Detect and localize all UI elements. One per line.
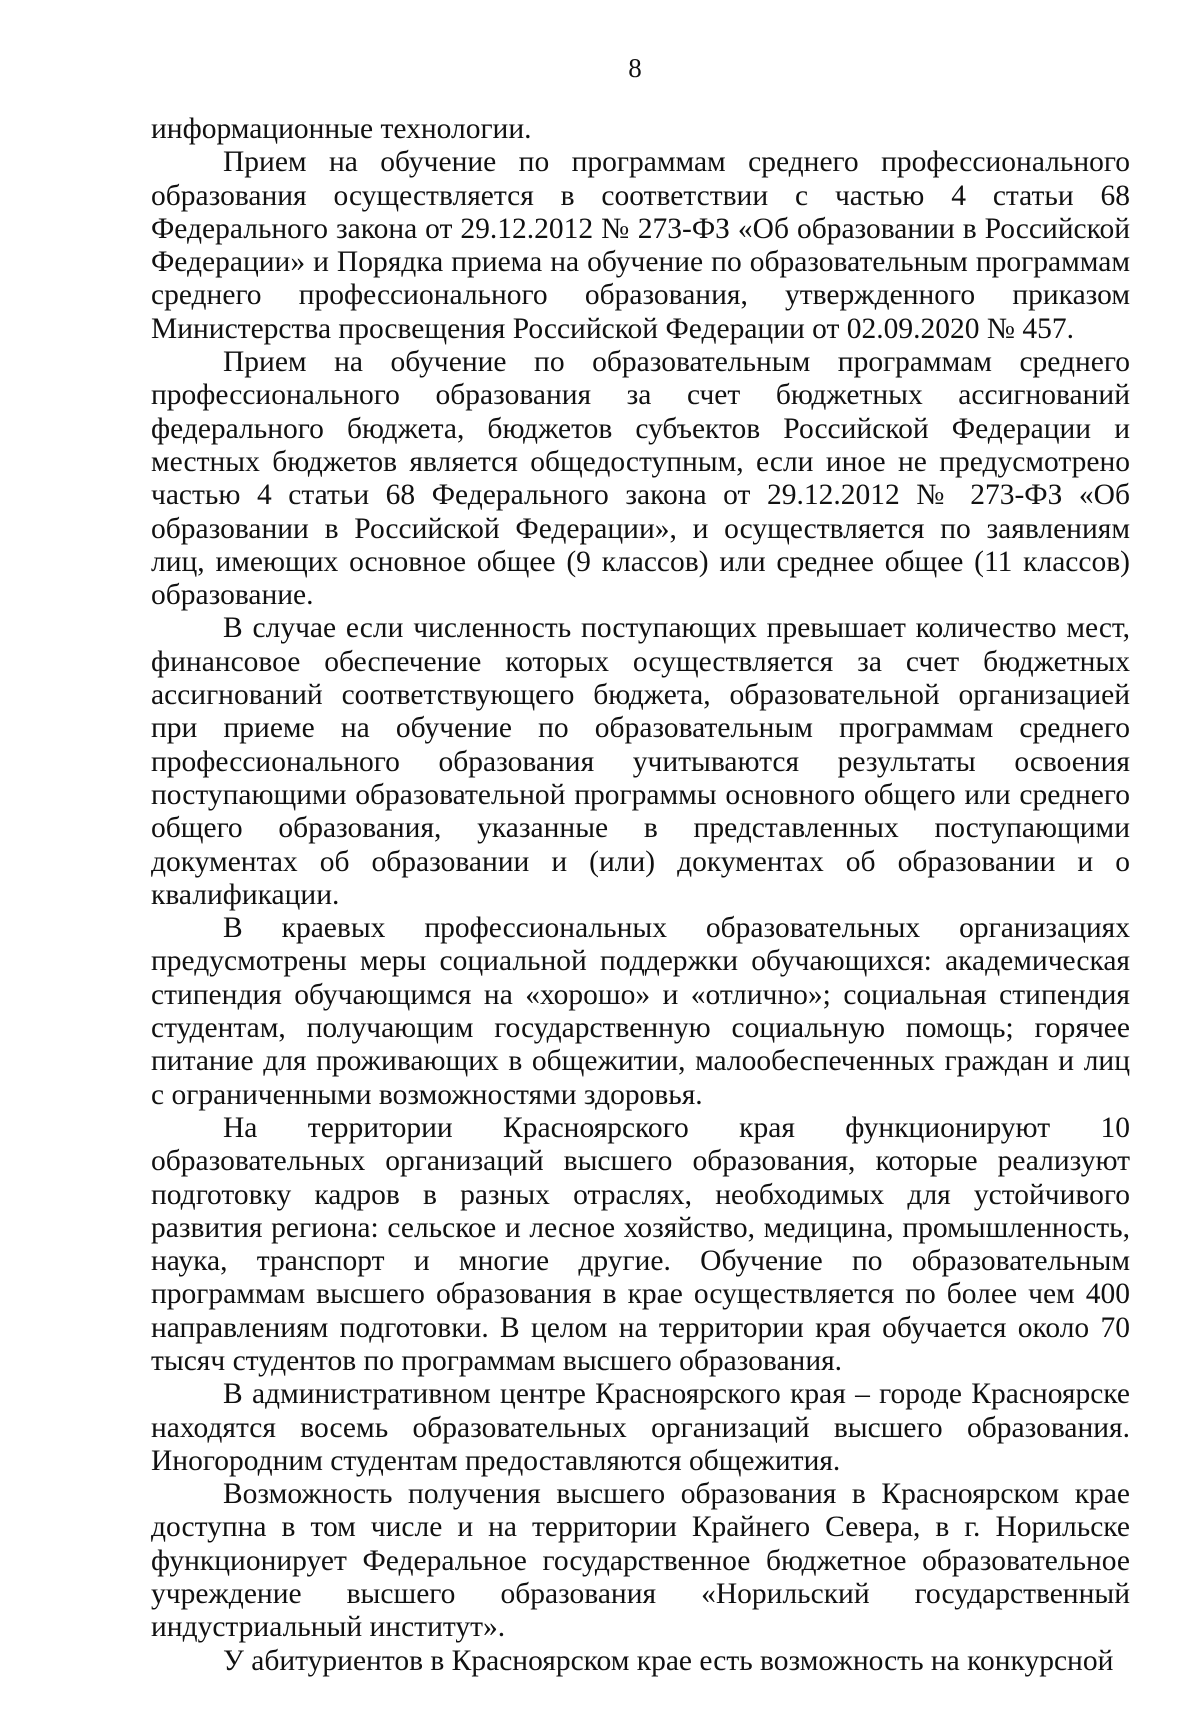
paragraph-budget-admission: Прием на обучение по образовательным программам среднего профессионального образования за счет бюджетных ассигнований федерального бюджета, бюджетов субъектов Российской Федерации и местных бюджетов является общедоступным, если иное не предусмотрено частью 4 статьи 68 Федерального закона от 29.12.2012 № 273-ФЗ «Об образовании в Российской Федерации», и осуществляется по заявлениям лиц, имеющих основное общее (9 классов) или среднее общее (11 классов) образование. — [151, 346, 1130, 612]
paragraph-social-support: В краевых профессиональных образовательных организациях предусмотрены меры социальной поддержки обучающихся: академическая стипендия обучающимся на «хорошо» и «отлично»; социальная стипендия студентам, получающим государственную социальную помощь; горячее питание для проживающих в общежитии, малообеспеченных граждан и лиц с ограниченными возможностями здоровья. — [151, 912, 1130, 1111]
paragraph-admission-rules: Прием на обучение по программам среднего профессионального образования осуществляется в соответствии с частью 4 статьи 68 Федерального закона от 29.12.2012 № 273-ФЗ «Об образовании в Российской Федерации» и Порядка приема на обучение по образовательным программам среднего профессионального образования, утвержденного приказом Министерства просвещения Российской Федерации от 02.09.2020 № 457. — [151, 146, 1130, 345]
page-number: 8 — [628, 53, 642, 83]
paragraph-competitive-selection: В случае если численность поступающих превышает количество мест, финансовое обеспечение которых осуществляется за счет бюджетных ассигнований соответствующего бюджета, образовательной организацией при приеме на обучение по образовательным программам среднего профессионального образования учитываются результаты освоения поступающими образовательной программы основного общего или среднего общего образования, указанные в представленных поступающими документах об образовании и (или) документах об образовании и о квалификации. — [151, 612, 1130, 911]
paragraph-higher-education: На территории Красноярского края функционируют 10 образовательных организаций высшего образования, которые реализуют подготовку кадров в разных отраслях, необходимых для устойчивого развития региона: сельское и лесное хозяйство, медицина, промышленность, наука, транспорт и многие другие. Обучение по образовательным программам высшего образования в крае осуществляется по более чем 400 направлениям подготовки. В целом на территории края обучается около 70 тысяч студентов по программам высшего образования. — [151, 1111, 1130, 1377]
paragraph-norilsk-institute: Возможность получения высшего образования в Красноярском крае доступна в том числе и на территории Крайнего Севера, в г. Норильске функционирует Федеральное государственное бюджетное образовательное учреждение высшего образования «Норильский государственный индустриальный институт». — [151, 1478, 1130, 1644]
paragraph-applicants: У абитуриентов в Красноярском крае есть возможность на конкурсной — [223, 1644, 1114, 1677]
paragraph-krasnoyarsk-universities: В административном центре Красноярского края – городе Красноярске находятся восемь образовательных организаций высшего образования. Иногородним студентам предоставляются общежития. — [151, 1378, 1130, 1477]
document-body — [151, 113, 1130, 1678]
paragraph-continuation: информационные технологии. — [151, 113, 532, 145]
